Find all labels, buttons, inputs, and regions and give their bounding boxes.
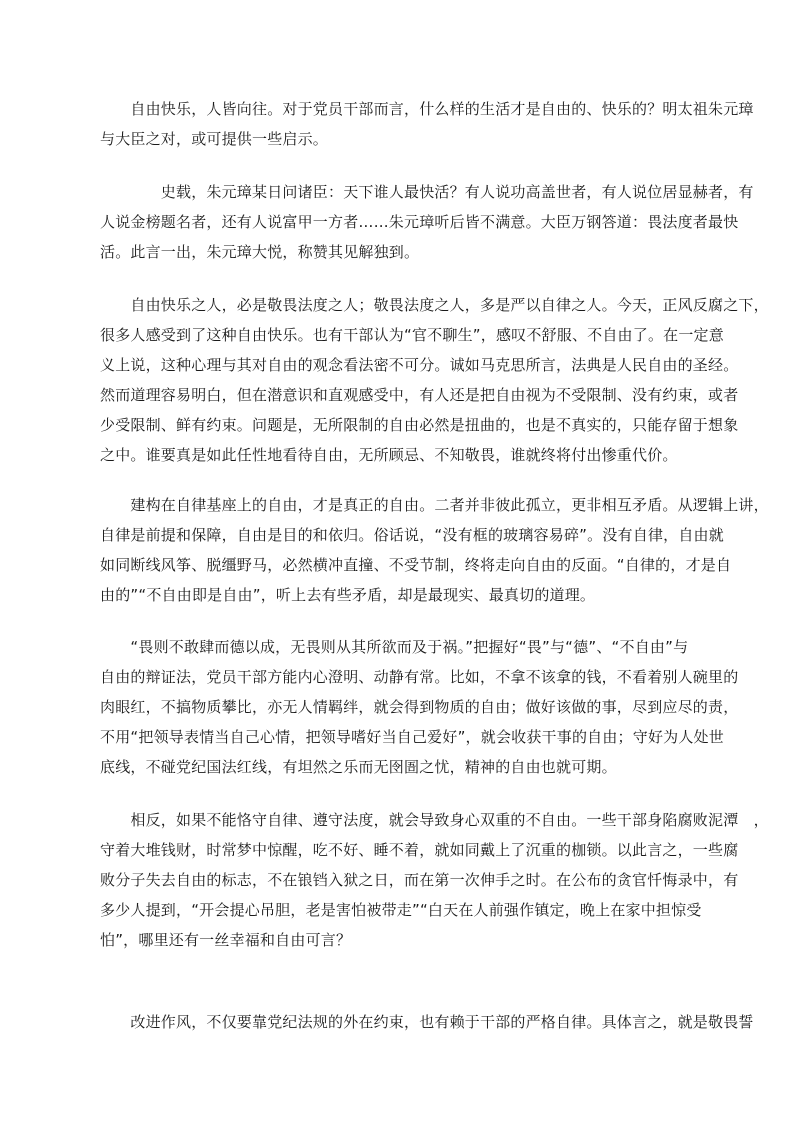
text-line: 由的”“不自由即是自由”，听上去有些矛盾，却是最现实、最真切的道理。 <box>100 586 596 604</box>
text-line: 自由快乐，人皆向往。对于党员干部而言，什么样的生活才是自由的、快乐的？明太祖朱元璋 <box>100 100 754 118</box>
text-line: 如同断线风筝、脱缰野马，必然横冲直撞、不受节制，终将走向自由的反面。“自律的，才是自 <box>100 556 732 574</box>
text-line: 败分子失去自由的标志，不在锒铛入狱之日，而在第一次伸手之时。在公布的贪官忏悔录中，有 <box>100 871 739 889</box>
text-line: 不用“把领导表情当自己心情，把领导嗜好当自己爱好”，就会收获干事的自由；守好为人处世 <box>100 728 724 746</box>
text-line: “畏则不敢肆而德以成，无畏则从其所欲而及于祸。”把握好“畏”与“德”、“不自由”与 <box>100 638 689 656</box>
paragraph-dialectics <box>100 632 739 782</box>
text-line: 守着大堆钱财，时常梦中惊醒，吃不好、睡不着，就如同戴上了沉重的枷锁。以此言之，一些腐 <box>100 841 739 859</box>
text-line: 之中。谁要真是如此任性地看待自由，无所顾忌、不知敬畏，谁就终将付出惨重代价。 <box>100 446 678 464</box>
text-line: 改进作风，不仅要靠党纪法规的外在约束，也有赖于干部的严格自律。具体言之，就是敬畏誓 <box>100 1013 754 1031</box>
text-line: 多少人提到，“开会提心吊胆，老是害怕被带走”“白天在人前强作镇定，晚上在家中担惊受 <box>100 901 702 919</box>
text-line: 肉眼红，不搞物质攀比，亦无人情羁绊，就会得到物质的自由；做好该做的事，尽到应尽的责， <box>100 698 739 716</box>
text-line: 很多人感受到了这种自由快乐。也有干部认为“官不聊生”，感叹不舒服、不自由了。在一定意 <box>100 326 724 344</box>
text-line: 自律是前提和保障，自由是目的和依归。俗话说，“没有框的玻璃容易碎”。没有自律，自由就 <box>100 526 724 544</box>
text-line: 怕”，哪里还有一丝幸福和自由可言？ <box>100 931 352 949</box>
paragraph-intro <box>100 94 754 154</box>
text-line: 活。此言一出，朱元璋大悦，称赞其见解独到。 <box>100 243 420 261</box>
text-line: 建构在自律基座上的自由，才是真正的自由。二者并非彼此孤立，更非相互矛盾。从逻辑上讲， <box>100 496 769 514</box>
text-line: 底线，不碰党纪国法红线，有坦然之乐而无囹圄之忧，精神的自由也就可期。 <box>100 758 617 776</box>
text-line: 自由快乐之人，必是敬畏法度之人；敬畏法度之人，多是严以自律之人。今天，正风反腐之下， <box>100 296 769 314</box>
text-line: 自由的辩证法，党员干部方能内心澄明、动静有常。比如，不拿不该拿的钱，不看着别人碗里的 <box>100 668 739 686</box>
text-line: 少受限制、鲜有约束。问题是，无所限制的自由必然是扭曲的，也是不真实的，只能存留于想象 <box>100 416 739 434</box>
text-line: 然而道理容易明白，但在潜意识和直观感受中，有人还是把自由视为不受限制、没有约束，或者 <box>100 386 739 404</box>
paragraph-freedom-discipline <box>100 290 769 470</box>
text-line: 史载，朱元璋某日问诸臣：天下谁人最快活？有人说功高盖世者，有人说位居显赫者，有 <box>100 183 754 201</box>
text-line: 义上说，这种心理与其对自由的观念看法密不可分。诚如马克思所言，法典是人民自由的圣经。 <box>100 356 739 374</box>
paragraph-history <box>100 177 754 267</box>
paragraph-contrary <box>100 805 769 955</box>
paragraph-improve-style <box>100 1007 754 1037</box>
text-line: 相反，如果不能恪守自律、遵守法度，就会导致身心双重的不自由。一些干部身陷腐败泥潭 ， <box>100 811 769 829</box>
text-line: 人说金榜题名者，还有人说富甲一方者……朱元璋听后皆不满意。大臣万钢答道：畏法度者最快 <box>100 213 739 231</box>
text-line: 与大臣之对，或可提供一些启示。 <box>100 130 329 148</box>
paragraph-self-discipline-foundation <box>100 490 769 610</box>
